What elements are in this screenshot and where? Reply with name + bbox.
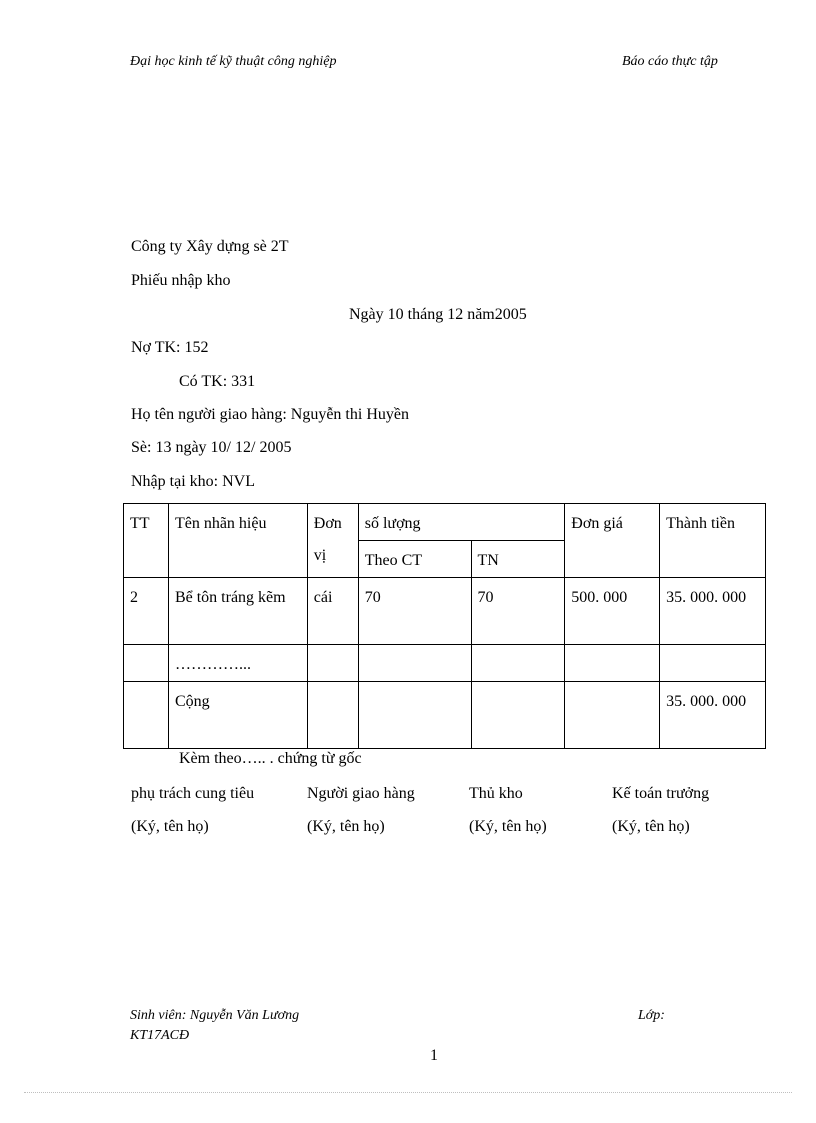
credit-account: Có TK: 331: [179, 373, 256, 390]
total-label: Cộng: [168, 682, 307, 749]
page-number: 1: [430, 1047, 438, 1064]
cell-unit: cái: [307, 578, 358, 645]
header-amount: Thành tiền: [660, 504, 766, 578]
header-name: Tên nhãn hiệu: [168, 504, 307, 578]
signer-note-deliverer: (Ký, tên họ): [307, 818, 385, 835]
cell-qty-actual: 70: [471, 578, 565, 645]
header-unit-line1: Đơn: [313, 515, 342, 532]
company-name: Công ty Xây dựng sè 2T: [131, 238, 289, 255]
header-price: Đơn giá: [565, 504, 660, 578]
header-quantity: số lượng: [358, 504, 565, 541]
cell-name: Bể tôn tráng kẽm: [168, 578, 307, 645]
document-date: Ngày 10 tháng 12 năm2005: [349, 306, 527, 323]
warehouse: Nhập tại kho: NVL: [131, 473, 255, 490]
table-header-row: [124, 504, 766, 541]
class-value: KT17ACĐ: [130, 1028, 190, 1043]
total-amount: 35. 000. 000: [660, 682, 766, 749]
header-right: Báo cáo thực tập: [622, 54, 718, 69]
attached-documents: Kèm theo….. . chứng từ gốc: [179, 750, 362, 767]
header-qty-doc: Theo CT: [358, 541, 471, 578]
cell-price: 500. 000: [565, 578, 660, 645]
header-unit: [307, 504, 358, 578]
header-unit-line2: vị: [313, 547, 327, 564]
table-row: [124, 645, 766, 682]
signer-role-storekeeper: Thủ kho: [469, 785, 523, 802]
document-title: Phiếu nhập kho: [131, 272, 231, 289]
student-name: Sinh viên: Nguyễn Văn Lương: [130, 1008, 300, 1023]
header-qty-actual: TN: [471, 541, 565, 578]
table-row: [124, 578, 766, 645]
receipt-table: [123, 503, 766, 749]
class-label: Lớp:: [638, 1008, 665, 1023]
signer-role-chief-accountant: Kế toán trưởng: [612, 785, 710, 802]
signer-role-supply: phụ trách cung tiêu: [131, 785, 255, 802]
signer-role-deliverer: Người giao hàng: [307, 785, 415, 802]
signer-note-storekeeper: (Ký, tên họ): [469, 818, 547, 835]
cell-tt: 2: [124, 578, 169, 645]
debit-account: Nợ TK: 152: [131, 339, 209, 356]
cell-amount: 35. 000. 000: [660, 578, 766, 645]
page-bottom-divider: [24, 1092, 792, 1093]
header-tt: TT: [124, 504, 169, 578]
voucher-number: Sè: 13 ngày 10/ 12/ 2005: [131, 439, 292, 456]
signer-note-supply: (Ký, tên họ): [131, 818, 209, 835]
cell-ellipsis: …………...: [168, 645, 307, 682]
deliverer-name: Họ tên người giao hàng: Nguyễn thi Huyền: [131, 406, 409, 423]
signer-note-chief-accountant: (Ký, tên họ): [612, 818, 690, 835]
header-left: Đại học kinh tế kỹ thuật công nghiệp: [130, 54, 337, 69]
cell-qty-doc: 70: [358, 578, 471, 645]
table-total-row: [124, 682, 766, 749]
